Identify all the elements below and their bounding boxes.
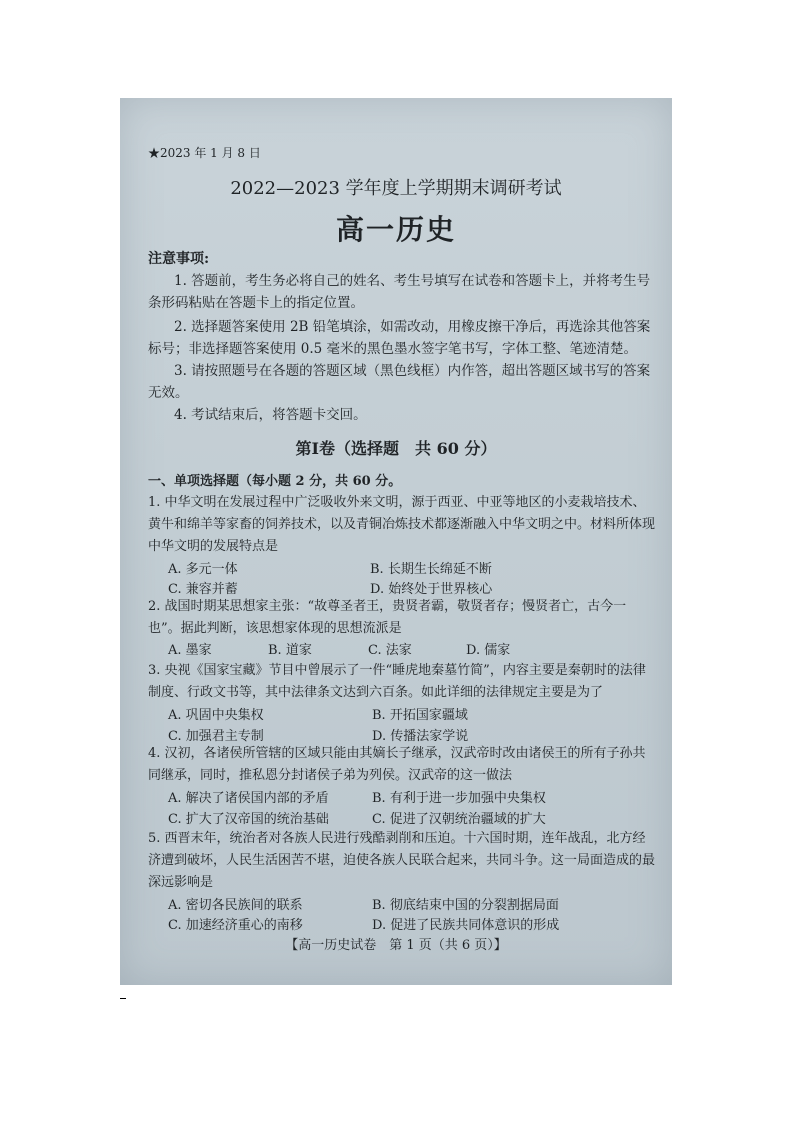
page-footer: 【高一历史试卷 第 1 页（共 6 页）】 xyxy=(285,938,507,953)
question-5-option-c: C. 加速经济重心的南移 xyxy=(168,918,303,933)
notice-item-3: 3. 请按照题号在各题的答题区域（黑色线框）内作答，超出答题区域书写的答案无效。 xyxy=(148,363,651,401)
question-3-stem: 3. 央视《国家宝藏》节目中曾展示了一件“睡虎地秦墓竹简”，内容主要是秦朝时的法律制度、行政文书等，其中法律条文达到六百条。如此详细的法律规定主要是为了 xyxy=(148,663,646,700)
question-4-option-d: C. 促进了汉朝统治疆域的扩大 xyxy=(372,812,546,827)
page-marker-dash xyxy=(120,998,126,999)
question-2-option-c: C. 法家 xyxy=(368,643,412,658)
notice-heading: 注意事项: xyxy=(148,251,210,267)
question-5-option-d: D. 促进了民族共同体意识的形成 xyxy=(372,918,560,933)
question-1-option-b: B. 长期生长绵延不断 xyxy=(370,562,492,577)
question-4-option-a: A. 解决了诸侯国内部的矛盾 xyxy=(168,791,329,806)
exam-title: 2022—2023 学年度上学期期末调研考试 xyxy=(230,178,562,199)
question-1-option-d: D. 始终处于世界核心 xyxy=(370,582,493,597)
question-1-option-a: A. 多元一体 xyxy=(168,562,238,577)
exam-page-photo xyxy=(120,98,672,985)
notice-item-4: 4. 考试结束后，将答题卡交回。 xyxy=(174,407,367,423)
question-4-option-c: C. 扩大了汉帝国的统治基础 xyxy=(168,812,329,827)
question-2-stem: 2. 战国时期某思想家主张：“故尊圣者王，贵贤者霸，敬贤者存；慢贤者亡，古今一也”。据此判断，该思想家体现的思想流派是 xyxy=(148,599,627,636)
question-2-option-a: A. 墨家 xyxy=(168,643,212,658)
question-3-option-a: A. 巩固中央集权 xyxy=(168,708,264,723)
question-5-option-b: B. 彻底结束中国的分裂割据局面 xyxy=(372,898,559,913)
question-3-option-b: B. 开拓国家疆域 xyxy=(372,708,468,723)
question-5-option-a: A. 密切各民族间的联系 xyxy=(168,898,303,913)
section-title: 第Ⅰ卷（选择题 共 60 分） xyxy=(295,439,497,458)
question-2-option-b: B. 道家 xyxy=(268,643,312,658)
notice-item-1: 1. 答题前，考生务必将自己的姓名、考生号填写在试卷和答题卡上，并将考生号条形码粘贴在答题卡上的指定位置。 xyxy=(148,273,651,311)
question-3-option-c: C. 加强君主专制 xyxy=(168,729,264,744)
notice-item-2: 2. 选择题答案使用 2B 铅笔填涂，如需改动，用橡皮擦干净后，再选涂其他答案标号；非选择题答案使用 0.5 毫米的黑色墨水签字笔书写，字体工整、笔迹清楚。 xyxy=(148,319,651,357)
question-2-option-d: D. 儒家 xyxy=(466,643,511,658)
question-5-stem: 5. 西晋末年，统治者对各族人民进行残酷剥削和压迫。十六国时期，连年战乱，北方经济遭到破坏，人民生活困苦不堪，迫使各族人民联合起来，共同斗争。这一局面造成的最深远影响是 xyxy=(148,831,656,890)
subject-title: 高一历史 xyxy=(335,213,456,246)
question-1-stem: 1. 中华文明在发展过程中广泛吸收外来文明，源于西亚、中亚等地区的小麦栽培技术、黄牛和绵羊等家畜的饲养技术，以及青铜冶炼技术都逐渐融入中华文明之中。材料所体现中华文明的发展特点是 xyxy=(148,495,656,554)
question-3-option-d: D. 传播法家学说 xyxy=(372,729,469,744)
question-4-option-b: B. 有利于进一步加强中央集权 xyxy=(372,791,546,806)
part-heading: 一、单项选择题（每小题 2 分，共 60 分。 xyxy=(148,474,402,489)
question-4-stem: 4. 汉初，各诸侯所管辖的区域只能由其嫡长子继承，汉武帝时改由诸侯王的所有子孙共同继承，同时，推私恩分封诸侯子弟为列侯。汉武帝的这一做法 xyxy=(148,746,646,783)
exam-date: ★2023 年 1 月 8 日 xyxy=(148,146,261,160)
question-1-option-c: C. 兼容并蓄 xyxy=(168,582,238,597)
